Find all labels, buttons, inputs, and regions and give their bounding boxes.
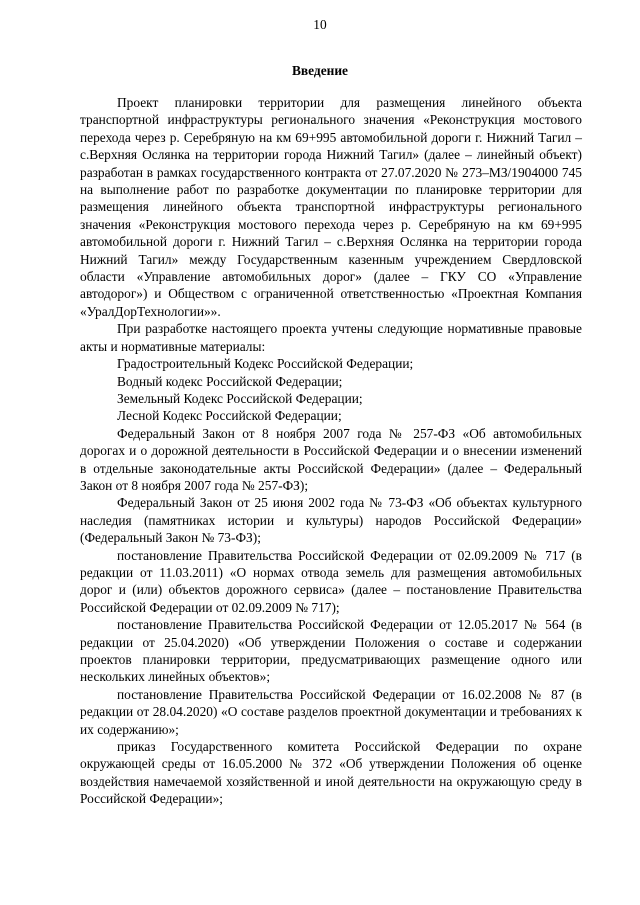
- regulation-item: приказ Государственного комитета Российской Федерации по охране окружающей среды от 16.05.2000 № 372 «Об утверждении Положения об оценке воздействия намечаемой хозяйственной и иной деятельности на окружающую среду в Российской Федерации»;: [80, 739, 582, 807]
- regulation-item: Федеральный Закон от 8 ноября 2007 года № 257-ФЗ «Об автомобильных дорогах и о дорожной деятельности в Российской Федерации и о внесении изменений в отдельные законодательные акты Российской Федерации» (далее – Федеральный Закон от 8 ноября 2007 года № 257-ФЗ);: [80, 425, 582, 493]
- section-heading: Введение: [291, 63, 349, 78]
- regulation-item: Градостроительный Кодекс Российской Федерации;: [117, 356, 414, 372]
- regulation-item: постановление Правительства Российской Федерации от 02.09.2009 № 717 (в редакции от 11.03.2011) «О нормах отвода земель для размещения автомобильных дорог и (или) объектов дорожного сервиса» (далее – постановление Правительства Российской Федерации от 02.09.2009 № 717);: [80, 547, 582, 615]
- regulation-item: Водный кодекс Российской Федерации;: [117, 373, 343, 389]
- page-number: 10: [313, 17, 327, 32]
- regulation-item: постановление Правительства Российской Федерации от 16.02.2008 № 87 (в редакции от 28.04.2020) «О составе разделов проектной документации и требованиях к их содержанию»;: [80, 686, 582, 737]
- paragraph-regulations-intro: При разработке настоящего проекта учтены следующие нормативные правовые акты и нормативные материалы:: [80, 321, 582, 354]
- document-body: [80, 94, 582, 808]
- regulation-item: Земельный Кодекс Российской Федерации;: [117, 390, 363, 406]
- regulation-item: Лесной Кодекс Российской Федерации;: [117, 408, 342, 424]
- paragraph-intro: Проект планировки территории для размещения линейного объекта транспортной инфраструктуры регионального значения «Реконструкция мостового перехода через р. Серебряную на км 69+995 автомобильной дороги г. Нижний Тагил – с.Верхняя Ослянка на территории города Нижний Тагил» (далее – линейный объект) разработан в рамках государственного контракта от 27.07.2020 № 273–МЗ/1904000 745 на выполнение работ по разработке документации по планировке территории для размещения линейного объекта транспортной инфраструктуры регионального значения «Реконструкция мостового перехода через р. Серебряную на км 69+995 автомобильной дороги г. Нижний Тагил – с.Верхняя Ослянка на территории города Нижний Тагил» между Государственным казенным учреждением Свердловской области «Управление автомобильных дорог» (далее – ГКУ СО «Управление автодорог») и Обществом с ограниченной ответственностью «Проектная Компания «УралДорТехнологии»».: [80, 95, 582, 319]
- regulation-item: постановление Правительства Российской Федерации от 12.05.2017 № 564 (в редакции от 25.04.2020) «Об утверждении Положения о составе и содержании проектов планировки территории, предусматривающих размещение одного или нескольких линейных объектов»;: [80, 617, 582, 685]
- regulation-item: Федеральный Закон от 25 июня 2002 года № 73-ФЗ «Об объектах культурного наследия (памятниках истории и культуры) народов Российской Федерации» (Федеральный Закон № 73-ФЗ);: [80, 495, 582, 546]
